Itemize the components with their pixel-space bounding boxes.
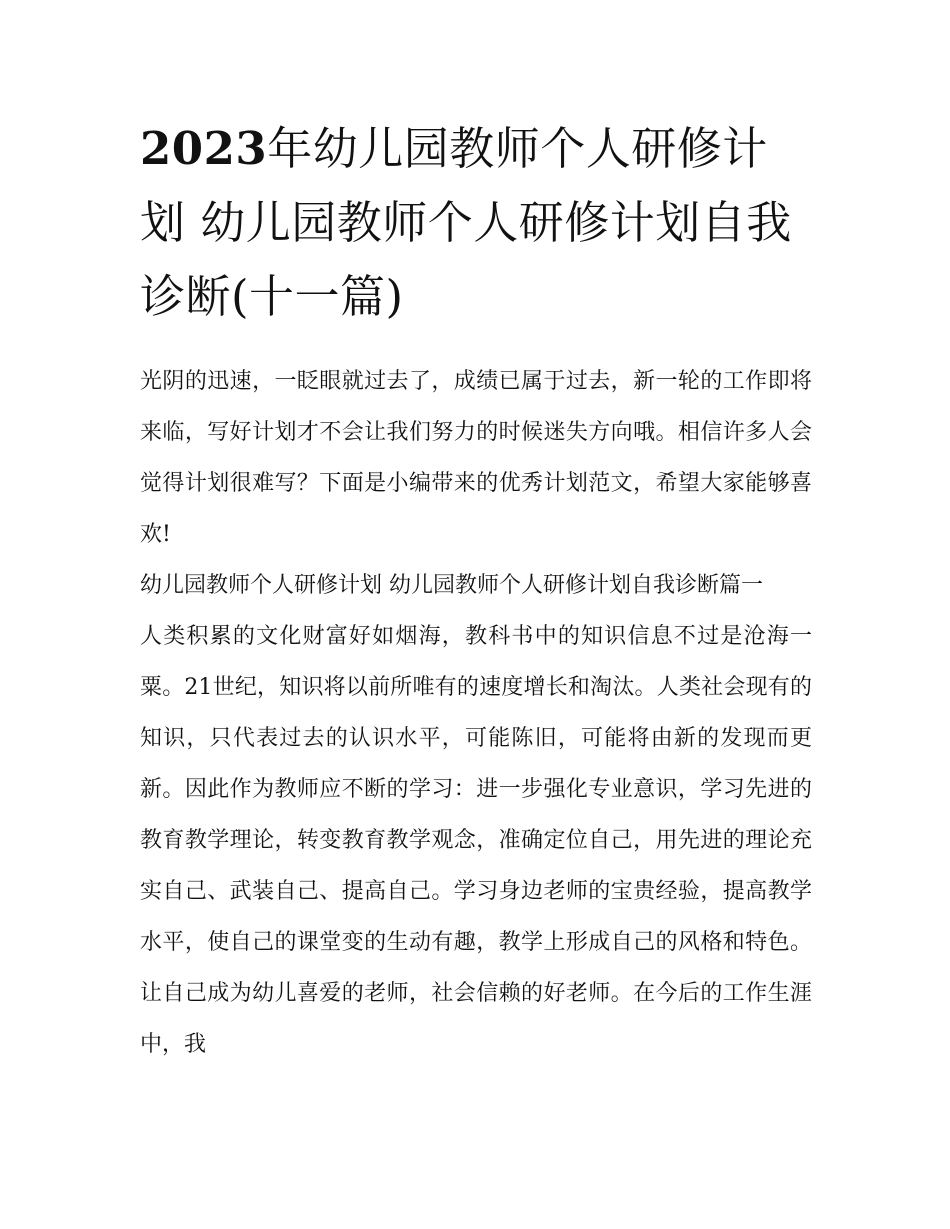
document-title bbox=[140, 112, 812, 334]
document-page bbox=[140, 112, 812, 1070]
title-year: 2023 bbox=[140, 122, 268, 175]
intro-paragraph: 光阴的迅速，一眨眼就过去了，成绩已属于过去，新一轮的工作即将来临，写好计划才不会让我们努力的时候迷失方向哦。相信许多人会觉得计划很难写？下面是小编带来的优秀计划范文，希望大家能够喜欢! bbox=[140, 369, 812, 547]
section-heading: 幼儿园教师个人研修计划 幼儿园教师个人研修计划自我诊断篇一 bbox=[140, 573, 763, 598]
title-text: 年幼儿园教师个人研修计划 幼儿园教师个人研修计划自我诊断(十一篇) bbox=[140, 122, 792, 323]
body-paragraph: 人类积累的文化财富好如烟海，教科书中的知识信息不过是沧海一粟。21世纪，知识将以前所唯有的速度增长和淘汰。人类社会现有的知识，只代表过去的认识水平，可能陈旧，可能将由新的发现而更新。因此作为教师应不断的学习：进一步强化专业意识，学习先进的教育教学理论，转变教育教学观念，准确定位自己，用先进的理论充实自己、武装自己、提高自己。学习身边老师的宝贵经验，提高教学水平，使自己的课堂变的生动有趣，教学上形成自己的风格和特色。让自己成为幼儿喜爱的老师，社会信赖的好老师。在今后的工作生涯中，我 bbox=[140, 624, 812, 1057]
